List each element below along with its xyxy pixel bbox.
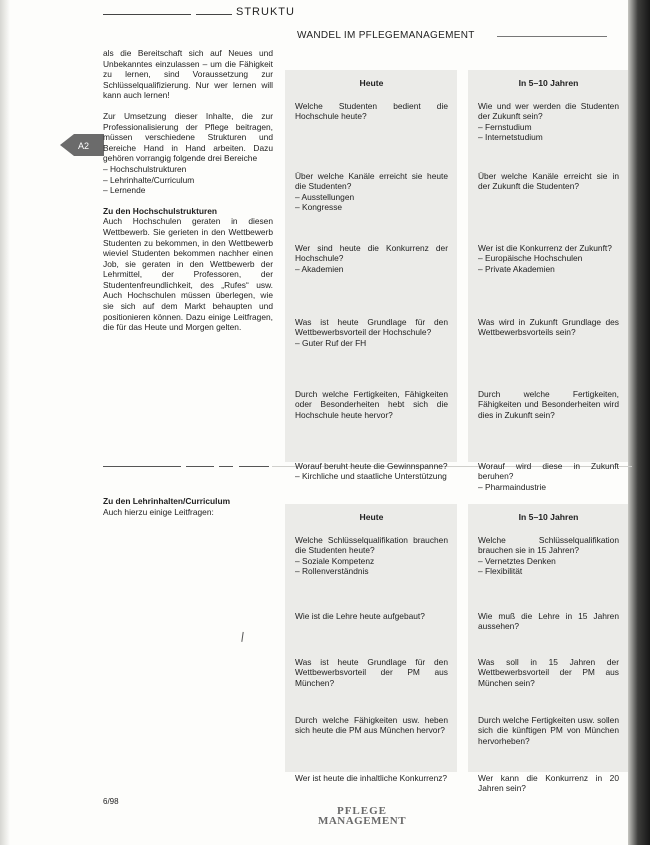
box1-future-column xyxy=(468,70,628,492)
question-item: Durch welche Fertigkeiten, Fähigkeiten und Besonderheiten wird dies in Zukunft sein? xyxy=(478,388,619,420)
question-item: Wer ist heute die inhaltliche Konkurrenz? xyxy=(295,772,448,783)
question-item: Wie muß die Lehre in 15 Jahren aussehen? xyxy=(478,610,619,632)
question-item: Was ist heute Grundlage für den Wettbewerbsvorteil der Hochschule? – Guter Ruf der FH xyxy=(295,317,448,375)
question-item: Wer kann die Konkurrenz in 20 Jahren sein? xyxy=(478,772,619,794)
left-column-upper xyxy=(103,48,273,343)
box2-future-column xyxy=(468,504,628,794)
column-title: Heute xyxy=(359,512,384,522)
section-subheader: WANDEL IM PFLEGEMANAGEMENT xyxy=(297,30,475,41)
section-paragraph: Auch hierzu einige Leitfragen: xyxy=(103,506,214,517)
question-item: Welche Schlüsselqualifikation brauchen sie in 15 Jahren? – Vernetztes Denken – Flexibilität xyxy=(478,535,619,597)
divider-rule xyxy=(186,466,214,467)
box2-heute-column xyxy=(285,504,457,783)
divider-rule xyxy=(239,466,269,467)
question-item: Was wird in Zukunft Grundlage des Wettbewerbsvorteils sein? xyxy=(478,316,619,338)
question-item: Durch welche Fertigkeiten, Fähigkeiten oder Besonderheiten hebt sich die Hochschule heute hervor? xyxy=(295,388,448,420)
column-title: Heute xyxy=(359,78,384,88)
marker-label: A2 xyxy=(78,141,90,151)
question-item: Über welche Kanäle erreicht sie in der Zukunft die Studenten? xyxy=(478,170,619,192)
list-item: – Lehrinhalte/Curriculum xyxy=(103,175,273,186)
question-item: Wer ist die Konkurrenz der Zukunft? – Europäische Hochschulen – Private Akademien xyxy=(478,243,619,303)
pen-mark xyxy=(241,632,245,642)
question-item: Worauf wird diese in Zukunft beruhen? – Pharmaindustrie xyxy=(478,461,619,493)
header-rule-left xyxy=(103,14,191,15)
intro-paragraph: als die Bereitschaft sich auf Neues und Unbekanntes einzulassen – um die Fähigkeit zu lernen, sind Voraussetzung zur Schlüsselqualifizierung. Nur wer lernen will kann auch lernen! xyxy=(103,48,273,101)
question-item: Wie ist die Lehre heute aufgebaut? xyxy=(295,610,425,621)
magazine-logo xyxy=(312,806,412,826)
header-rule-mid xyxy=(196,14,232,15)
logo-line: PFLEGE xyxy=(336,805,387,817)
transition-paragraph: Zur Umsetzung dieser Inhalte, die zur Professionalisierung der Pflege beitragen, müssen verschiedene Strukturen und Bereiche Hand in Hand arbeiten. Dazu gehören vorrangig folgende drei Bereiche xyxy=(103,110,273,164)
section-heading: Zu den Hochschulstrukturen xyxy=(103,205,218,216)
list-item: – Lernende xyxy=(103,185,273,196)
binding-shadow xyxy=(628,0,650,845)
question-item: Welche Schlüsselqualifikation brauchen die Studenten heute? – Soziale Kompetenz – Rollenverständnis xyxy=(295,535,448,597)
question-item: Welche Studenten bedient die Hochschule heute? xyxy=(295,100,448,122)
left-column-lower xyxy=(103,496,273,527)
box1-heute-column xyxy=(285,70,457,482)
list-item: – Hochschulstrukturen xyxy=(103,164,273,175)
page-number: 6/98 xyxy=(103,797,119,806)
column-title: In 5–10 Jahren xyxy=(518,78,579,88)
question-item: Worauf beruht heute die Gewinnspanne? – Kirchliche und staatliche Unterstützung xyxy=(295,461,448,482)
running-header: STRUKTU xyxy=(236,6,295,18)
page-edge-shadow xyxy=(0,0,10,845)
question-item: Durch welche Fertigkeiten usw. sollen sich die künftigen PM von München hervorheben? xyxy=(478,714,619,746)
question-item: Wie und wer werden die Studenten der Zukunft sein? – Fernstudium – Internetstudium xyxy=(478,101,619,157)
area-list xyxy=(103,164,273,196)
section-paragraph: Auch Hochschulen geraten in diesen Wettbewerb. Sie gerieten in den Wettbewerb Studenten zu bekommen, in den Wettbewerb wieviel Studenten bekommen nachher einen Job, sie geraten in den Wettbewerb der Lehrmittel, der Professoren, der Studentenfreundlichkeit, des „Rufes“ usw. Auch Hochschulen müssen überlegen, wie sie sich auf dem Markt behaupten und positionieren können. Dazu einige Leitfragen, die für das Heute und Morgen gelten. xyxy=(103,216,273,333)
divider-rule xyxy=(219,466,233,467)
section-heading: Zu den Lehrinhalten/Curriculum xyxy=(103,496,231,506)
question-item: Durch welche Fähigkeiten usw. heben sich heute die PM aus München hervor? xyxy=(295,714,448,736)
column-title: In 5–10 Jahren xyxy=(518,512,579,522)
subheader-rule xyxy=(497,36,607,37)
margin-marker-icon xyxy=(60,132,104,158)
divider-rule xyxy=(103,466,181,467)
question-item: Was ist heute Grundlage für den Wettbewerbsvorteil der PM aus München? xyxy=(295,656,448,688)
question-item: Über welche Kanäle erreicht sie heute die Studenten? – Ausstellungen – Kongresse xyxy=(295,171,448,229)
question-item: Was soll in 15 Jahren der Wettbewerbsvorteil der PM aus München sein? xyxy=(478,656,619,688)
question-item: Wer sind heute die Konkurrenz der Hochschule? – Akademien xyxy=(295,243,448,303)
logo-line: MANAGEMENT xyxy=(317,815,407,827)
